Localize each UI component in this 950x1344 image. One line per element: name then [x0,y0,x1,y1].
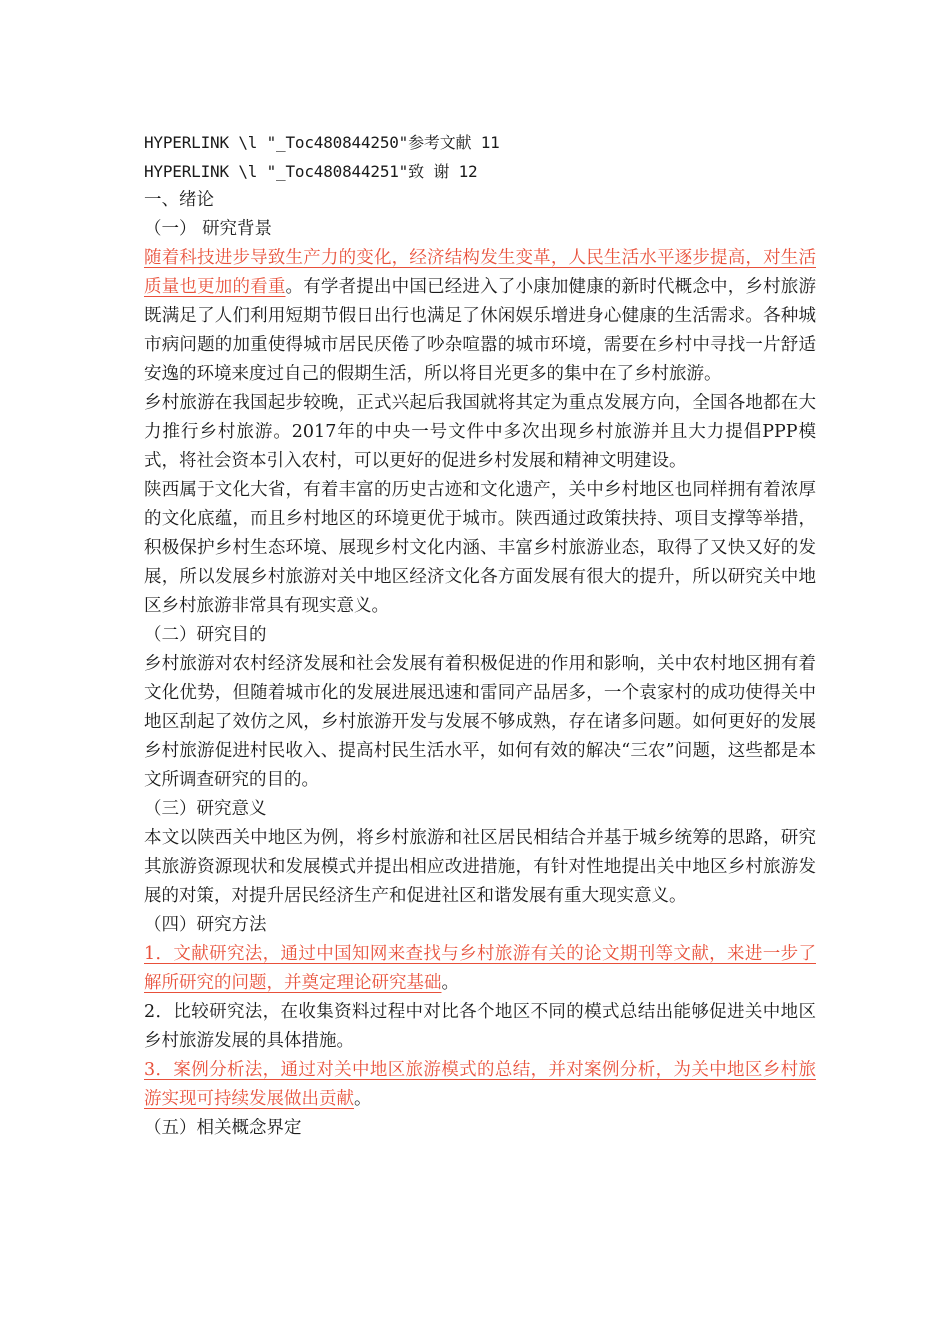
section-heading-significance: （三）研究意义 [144,799,267,819]
toc-entry-references[interactable]: HYPERLINK \l "_Toc480844250"参考文献 11 [144,133,500,152]
highlighted-text: 3．案例分析法，通过对关中地区旅游模式的总结，并对案例分析，为关中地区乡村旅游实现可持续发展做出贡献 [144,1060,816,1109]
document-body [144,128,816,1143]
paragraph-significance: 本文以陕西关中地区为例，将乡村旅游和社区居民相结合并基于城乡统筹的思路，研究其旅游资源现状和发展模式并提出相应改进措施，有针对性地提出关中地区乡村旅游发展的对策，对提升居民经济生产和促进社区和谐发展有重大现实意义。 [144,828,816,906]
paragraph-background-1 [144,244,816,389]
section-heading-concepts: （五）相关概念界定 [144,1118,302,1138]
paragraph-background-2: 乡村旅游在我国起步较晚，正式兴起后我国就将其定为重点发展方向，全国各地都在大力推行乡村旅游。2017年的中央一号文件中多次出现乡村旅游并且大力提倡PPP模式，将社会资本引入农村，可以更好的促进乡村发展和精神文明建设。 [144,393,816,471]
paragraph-purpose: 乡村旅游对农村经济发展和社会发展有着积极促进的作用和影响，关中农村地区拥有着文化优势，但随着城市化的发展进展迅速和雷同产品居多，一个袁家村的成功使得关中地区刮起了效仿之风，乡村旅游开发与发展不够成熟，存在诸多问题。如何更好的发展乡村旅游促进村民收入、提高村民生活水平，如何有效的解决“三农”问题，这些都是本文所调查研究的目的。 [144,654,816,790]
highlighted-text: 随着科技进步导致生产力的变化，经济结构发生变革，人民生活水平逐步提高，对生活质量也更加的看重 [144,248,816,297]
toc-entry-acknowledgements[interactable]: HYPERLINK \l "_Toc480844251"致 谢 12 [144,162,478,181]
chapter-title: 一、绪论 [144,190,214,210]
section-heading-methods: （四）研究方法 [144,915,267,935]
method-literature-research [144,940,816,998]
highlighted-text: 1．文献研究法，通过中国知网来查找与乡村旅游有关的论文期刊等文献，来进一步了解所研究的问题，并奠定理论研究基础 [144,944,816,993]
section-heading-purpose: （二）研究目的 [144,625,267,645]
paragraph-text: 。有学者提出中国已经进入了小康加健康的新时代概念中，乡村旅游既满足了人们利用短期节假日出行也满足了休闲娱乐增进身心健康的生活需求。各种城市病问题的加重使得城市居民厌倦了吵杂喧嚣的城市环境，需要在乡村中寻找一片舒适安逸的环境来度过自己的假期生活，所以将目光更多的集中在了乡村旅游。 [144,277,816,384]
paragraph-background-3: 陕西属于文化大省，有着丰富的历史古迹和文化遗产，关中乡村地区也同样拥有着浓厚的文化底蕴，而且乡村地区的环境更优于城市。陕西通过政策扶持、项目支撑等举措，积极保护乡村生态环境、展现乡村文化内涵、丰富乡村旅游业态，取得了又快又好的发展，所以发展乡村旅游对关中地区经济文化各方面发展有很大的提升，所以研究关中地区乡村旅游非常具有现实意义。 [144,480,816,616]
paragraph-text: 。 [441,973,459,993]
section-heading-background: （一） 研究背景 [144,219,273,239]
method-comparative-research: 2．比较研究法，在收集资料过程中对比各个地区不同的模式总结出能够促进关中地区乡村旅游发展的具体措施。 [144,1002,816,1051]
method-case-analysis [144,1056,816,1114]
paragraph-text: 。 [354,1089,372,1109]
